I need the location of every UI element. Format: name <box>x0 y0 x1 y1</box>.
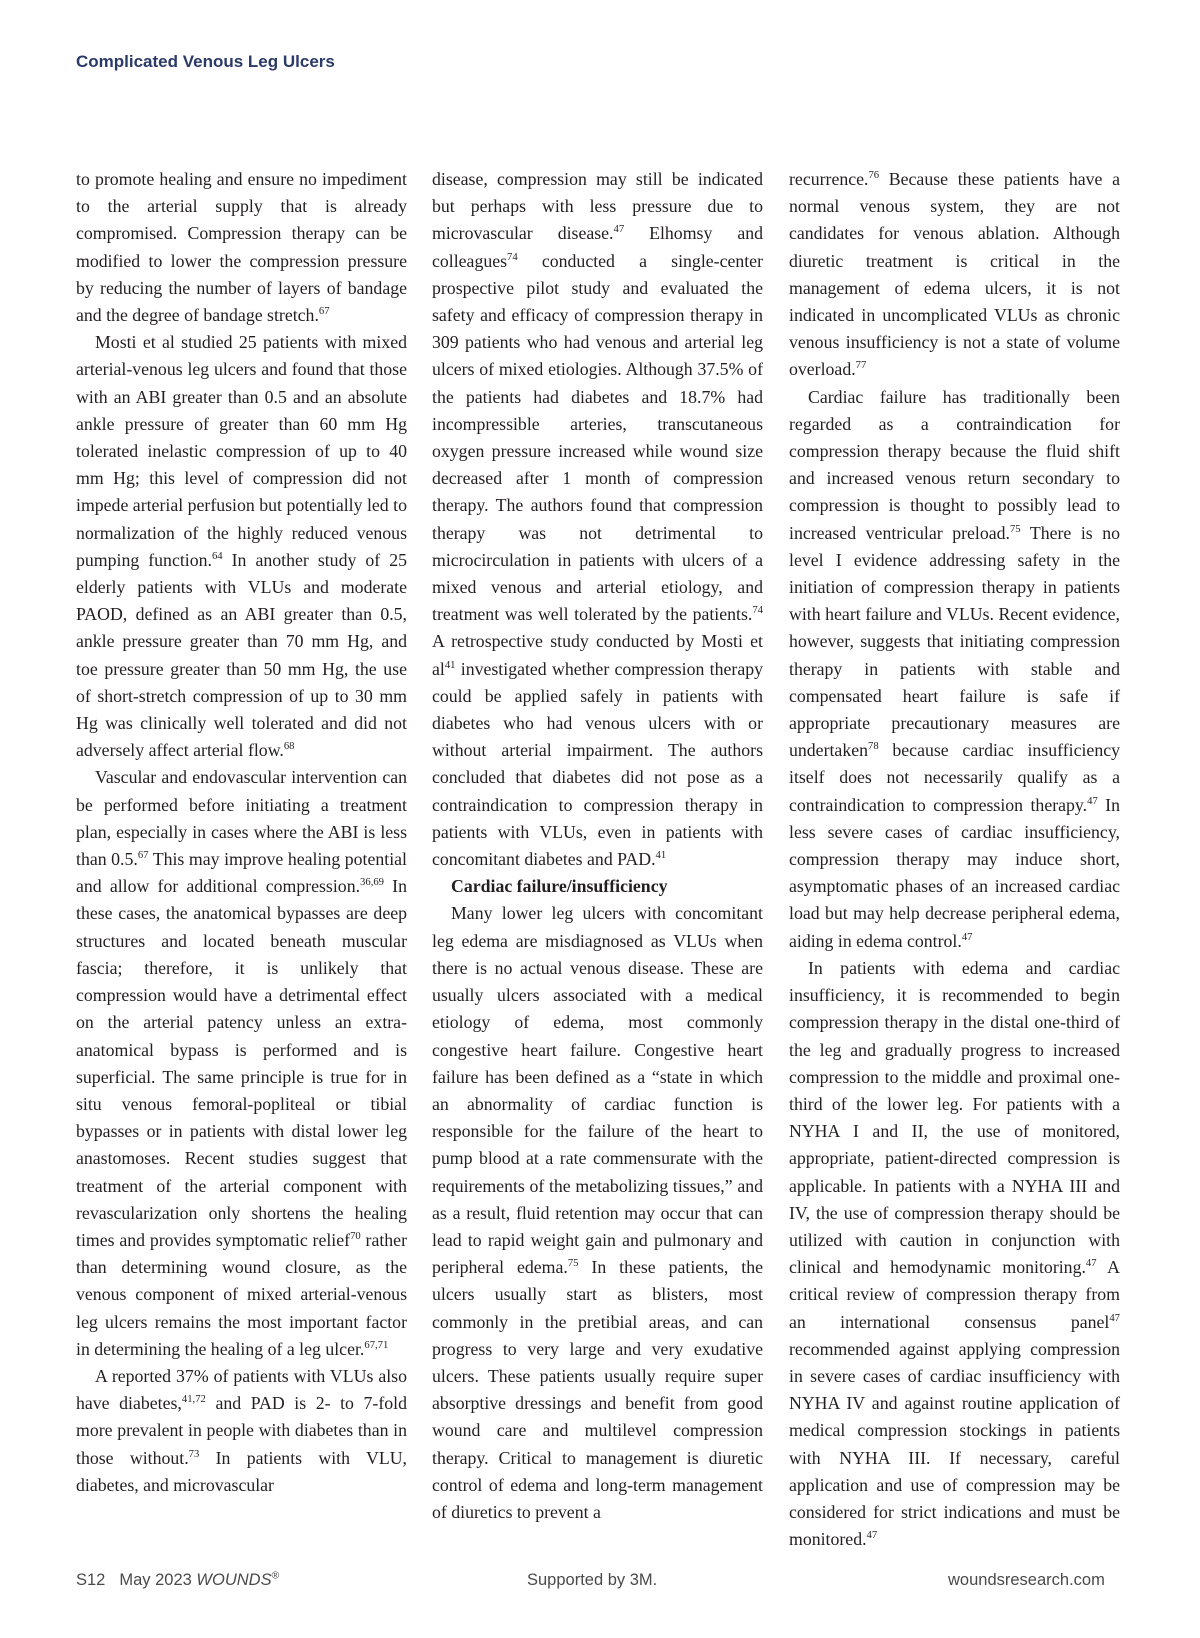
paragraph <box>432 166 763 873</box>
paragraph <box>76 764 407 1362</box>
citation: 64 <box>211 549 223 562</box>
text-segment: to promote healing and ensure no impediment to the arterial supply that is already compromised. Compression therapy can be modified to lower the compression pressure by reducing the number of layers of bandage and the degree of bandage stretch. <box>76 169 407 326</box>
citation: 47 <box>866 1529 878 1542</box>
text-column-3 <box>789 166 1120 1553</box>
citation: 74 <box>752 604 763 617</box>
text-segment: In patients with edema and cardiac insufficiency, it is recommended to begin compression therapy in the distal one-third of the leg and gradually progress to increased compression to the middle and proximal one-third of the lower leg. For patients with a NYHA I and II, the use of monitored, appropriate, patient-directed compression is applicable. In patients with a NYHA III and IV, the use of compression therapy should be utilized with caution in conjunction with clinical and hemodynamic monitoring. <box>789 957 1120 1278</box>
citation: 67 <box>318 305 330 318</box>
citation: 47 <box>1087 794 1098 807</box>
citation: 76 <box>868 169 880 182</box>
text-segment: investigated whether compression therapy could be applied safely in patients with diabetes who had venous ulcers with or without arterial impairment. The authors concluded that diabetes did not pose as a contraindication to compression therapy in patients with VLUs, even in patients with concomitant diabetes and PAD. <box>432 658 763 870</box>
paragraph <box>76 329 407 764</box>
text-segment: There is no level I evidence addressing safety in the initiation of compression therapy in patients with heart failure and VLUs. Recent evidence, however, suggests that initiating compression therapy in patients with stable and compensated heart failure is safe if appropriate precautionary measures are undertaken <box>789 522 1120 761</box>
citation: 78 <box>868 740 879 753</box>
paragraph <box>789 955 1120 1553</box>
citation: 41,72 <box>181 1393 206 1406</box>
paragraph <box>789 384 1120 955</box>
page-number: S12 <box>76 1571 106 1589</box>
citation: 67,71 <box>364 1338 389 1351</box>
text-segment: In these patients, the ulcers usually start as blisters, most commonly in the pretibial areas, and can progress to very large and very exudative ulcers. These patients usually require super absorptive dressings and benefit from good wound care and multilevel compression therapy. Critical to management is diuretic control of edema and long-term management of diuretics to prevent a <box>432 1257 763 1522</box>
text-column-2 <box>432 166 763 1526</box>
text-segment: Elhomsy and colleagues <box>432 223 763 271</box>
paragraph <box>789 166 1120 384</box>
text-segment: A reported 37% of patients with VLUs also have diabetes, <box>76 1365 407 1414</box>
citation: 47 <box>961 930 973 943</box>
citation: 41 <box>655 849 667 862</box>
issue-date: May 2023 <box>119 1571 192 1589</box>
text-segment: This may improve healing potential and allow for additional compression. <box>76 849 407 897</box>
text-segment: Mosti et al studied 25 patients with mixed arterial-venous leg ulcers and found that those with an ABI greater than 0.5 and an absolute ankle pressure of greater than 60 mm Hg tolerated inelastic compression of up to 40 mm Hg; this level of compression did not impede arterial perfusion but potentially led to normalization of the highly reduced venous pumping function. <box>76 332 407 570</box>
text-segment: conducted a single-center prospective pilot study and evaluated the safety and efficacy of compression therapy in 309 patients who had venous and arterial leg ulcers of mixed etiologies. Although 37.5% of the patients had diabetes and 18.7% had incompressible arteries, transcutaneous oxygen pressure increased while wound size decreased after 1 month of compression therapy. The authors found that compression therapy was not detrimental to microcirculation in patients with ulcers of a mixed venous and arterial etiology, and treatment was well tolerated by the patients. <box>432 250 763 625</box>
citation: 41 <box>444 658 456 671</box>
paragraph <box>432 900 763 1526</box>
text-segment: recurrence. <box>789 169 869 189</box>
text-segment: Cardiac failure has traditionally been regarded as a contraindication for compression therapy because the fluid shift and increased venous return secondary to compression is thought to possibly lead to increased ventricular preload. <box>789 386 1120 543</box>
citation: 75 <box>1009 522 1021 535</box>
paragraph <box>76 1363 407 1499</box>
section-heading: Cardiac failure/insufficiency <box>451 876 668 897</box>
text-segment: because cardiac insufficiency itself does not necessarily qualify as a contraindication to compression therapy. <box>789 740 1120 815</box>
website-link[interactable]: woundsresearch.com <box>948 1571 1105 1589</box>
text-segment: In another study of 25 elderly patients with VLUs and moderate PAOD, defined as an ABI greater than 0.5, ankle pressure greater than 70 mm Hg, and toe pressure greater than 50 mm Hg, the use of short-stretch compression of up to 30 mm Hg was clinically well tolerated and did not adversely affect arterial flow. <box>76 549 407 761</box>
text-segment: A retrospective study conducted by Mosti et al <box>432 631 763 679</box>
citation: 74 <box>507 250 518 263</box>
citation: 70 <box>350 1230 361 1242</box>
citation: 77 <box>855 359 867 372</box>
text-segment: A critical review of compression therapy from an international consensus panel <box>789 1257 1120 1332</box>
text-segment: Vascular and endovascular intervention can be performed before initiating a treatment plan, especially in cases where the ABI is less than 0.5. <box>76 767 407 870</box>
citation: 36,69 <box>360 876 385 889</box>
registered-mark: ® <box>271 1570 280 1582</box>
text-segment: and PAD is 2- to 7-fold more prevalent in people with diabetes than in those without. <box>76 1393 407 1468</box>
text-segment: Many lower leg ulcers with concomitant leg edema are misdiagnosed as VLUs when there is no actual venous disease. These are usually ulcers associated with a medical etiology of edema, most commonly congestive heart failure. Congestive heart failure has been defined as a “state in which an abnormality of cardiac function is responsible for the failure of the heart to pump blood at a rate commensurate with the requirements of the metabolizing tissues,” and as a result, fluid retention may occur that can lead to rapid weight gain and pulmonary and peripheral edema. <box>432 903 763 1278</box>
journal-name: WOUNDS <box>196 1571 272 1589</box>
citation: 67 <box>137 849 149 862</box>
text-segment: recommended against applying compression in severe cases of cardiac insufficiency with NYHA IV and against routine application of medical compression stockings in patients with NYHA III. If necessary, careful application and use of compression may be considered for strict indications and must be monitored. <box>789 1338 1120 1550</box>
citation: 47 <box>613 223 625 236</box>
text-segment: In these cases, the anatomical bypasses are deep structures and located beneath muscular fascia; therefore, it is unlikely that compression would have a detrimental effect on the arterial patency unless an extra-anatomical bypass is performed and is superficial. The same principle is true for in situ venous femoral-popliteal or tibial bypasses or in patients with distal lower leg anastomoses. Recent studies suggest that treatment of the arterial component with revascularization only shortens the healing times and provides symptomatic relief <box>76 876 407 1250</box>
text-segment: In less severe cases of cardiac insufficiency, compression therapy may induce short, asymptomatic phases of an increased cardiac load but may help decrease peripheral edema, aiding in edema control. <box>789 794 1120 951</box>
sponsor-note: Supported by 3M. <box>527 1571 658 1589</box>
text-segment: rather than determining wound closure, as the venous component of mixed arterial-venous leg ulcers remains the most important factor in determining the healing of a leg ulcer. <box>76 1229 407 1359</box>
text-segment: Because these patients have a normal venous system, they are not candidates for venous ablation. Although diuretic treatment is critical in the management of edema ulcers, it is not indicated in uncomplicated VLUs as chronic venous insufficiency is not a state of volume overload. <box>789 169 1120 380</box>
text-segment: In patients with VLU, diabetes, and microvascular <box>76 1447 407 1495</box>
citation: 47 <box>1085 1257 1097 1270</box>
paragraph <box>76 166 407 329</box>
citation: 68 <box>283 740 295 753</box>
citation: 73 <box>188 1447 200 1460</box>
text-segment: disease, compression may still be indicated but perhaps with less pressure due to microvascular disease. <box>432 169 763 244</box>
text-column-1 <box>76 166 407 1499</box>
footer-folio <box>76 1571 279 1590</box>
citation: 75 <box>567 1257 579 1270</box>
citation: 47 <box>1109 1311 1120 1324</box>
running-head: Complicated Venous Leg Ulcers <box>76 52 335 71</box>
